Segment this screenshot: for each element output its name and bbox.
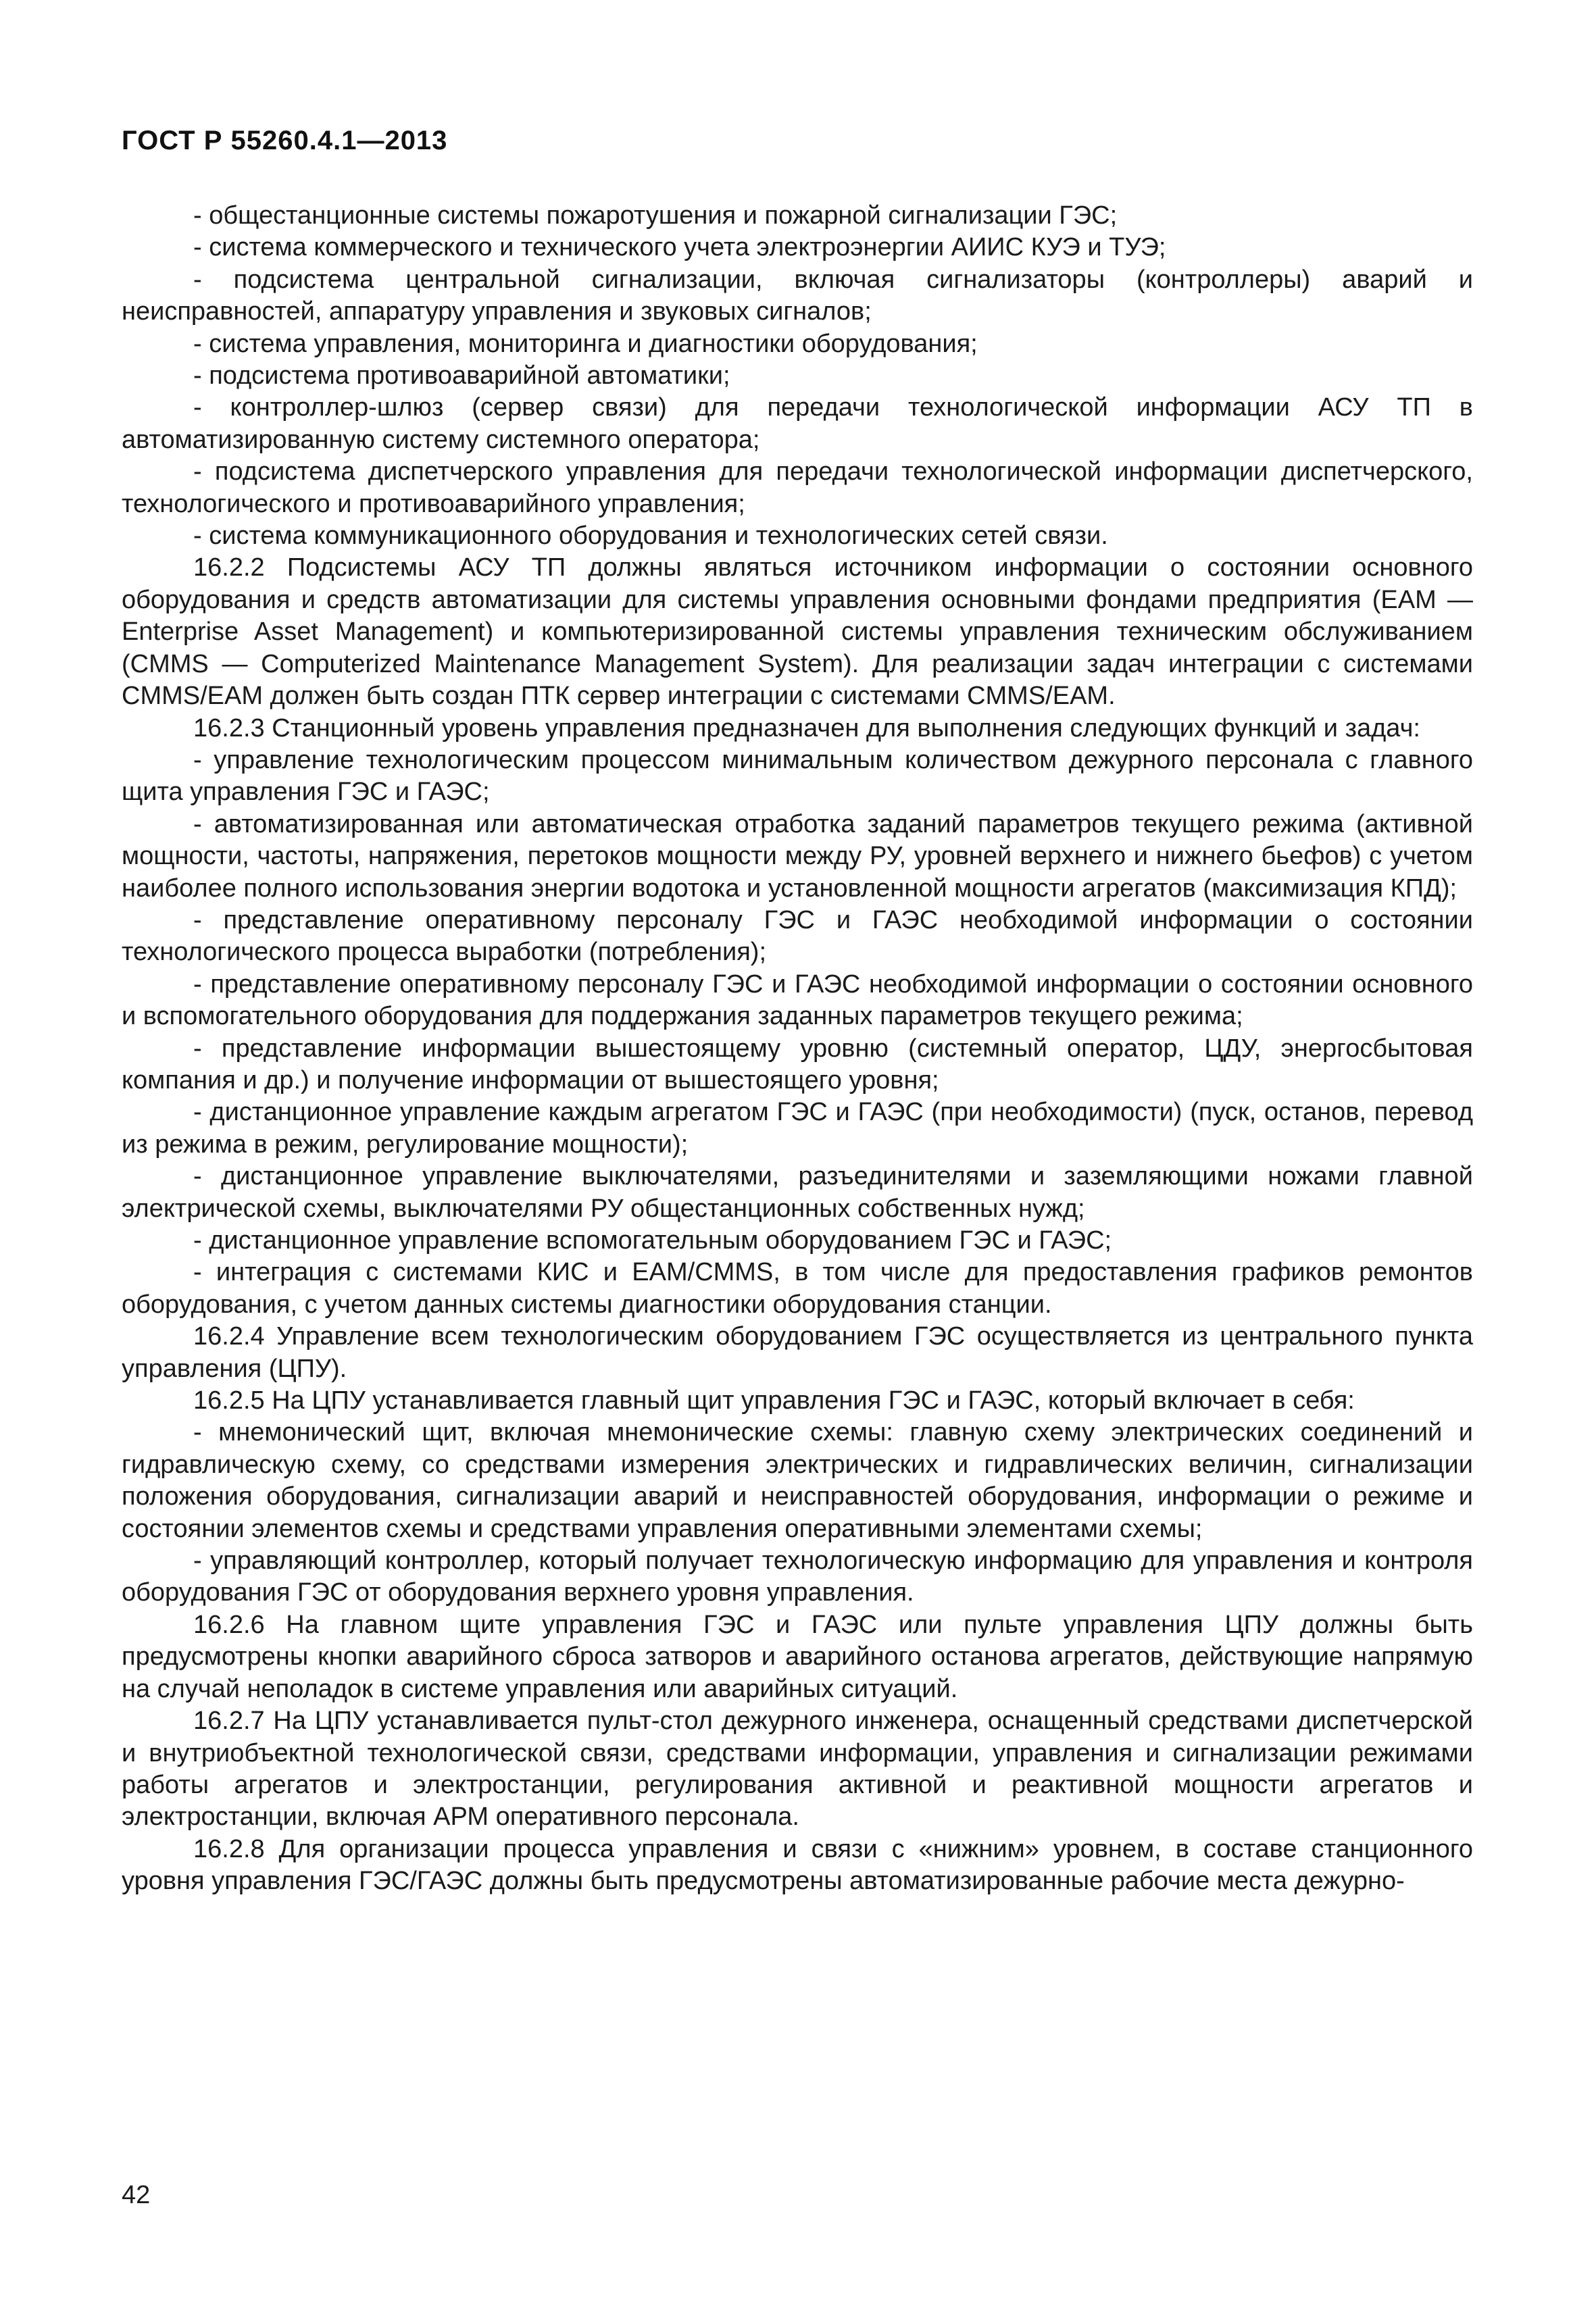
- document-header: ГОСТ Р 55260.4.1—2013: [122, 126, 448, 155]
- paragraph: - подсистема противоаварийной автоматики;: [193, 361, 730, 391]
- paragraph: - представление информации вышестоящему уровню (системный оператор, ЦДУ, энергосбытовая компания и др.) и получение информации от вышестоящего уровня;: [122, 1034, 1473, 1095]
- paragraph: - система коммуникационного оборудования и технологических сетей связи.: [193, 522, 1108, 551]
- paragraph: - подсистема центральной сигнализации, включая сигнализаторы (контроллеры) аварий и неисправностей, аппаратуру управления и звуковых сигналов;: [122, 265, 1473, 326]
- paragraph: - управляющий контроллер, который получает технологическую информацию для управления и контроля оборудования ГЭС от оборудования верхнего уровня управления.: [122, 1546, 1473, 1607]
- paragraph: - дистанционное управление каждым агрегатом ГЭС и ГАЭС (при необходимости) (пуск, останов, перевод из режима в режим, регулирование мощности);: [122, 1098, 1473, 1159]
- paragraph: 16.2.6 На главном щите управления ГЭС и ГАЭС или пульте управления ЦПУ должны быть предусмотрены кнопки аварийного сброса затворов и аварийного останова агрегатов, действующие напрямую на случай неполадок в системе управления или аварийных ситуаций.: [122, 1610, 1473, 1703]
- paragraph: 16.2.2 Подсистемы АСУ ТП должны являться источником информации о состоянии основного оборудования и средств автоматизации для системы управления основными фондами предприятия (ЕАМ — Enterprise Asset Management) и компьютеризированной системы управления техническим обслуживанием (CMMS — Computerized Maintenance Management System). Для реализации задач интеграции с системами CMMS/EAM должен быть создан ПТК сервер интеграции с системами CMMS/EAM.: [122, 553, 1473, 711]
- paragraph: 16.2.8 Для организации процесса управления и связи с «нижним» уровнем, в составе станционного уровня управления ГЭС/ГАЭС должны быть предусмотрены автоматизированные рабочие места дежурно-: [122, 1834, 1473, 1896]
- paragraph: - представление оперативному персоналу ГЭС и ГАЭС необходимой информации о состоянии основного и вспомогательного оборудования для поддержания заданных параметров текущего режима;: [122, 970, 1473, 1031]
- paragraph: 16.2.7 На ЦПУ устанавливается пульт-стол дежурного инженера, оснащенный средствами диспетчерской и внутриобъектной технологической связи, средствами информации, управления и сигнализации режимами работы агрегатов и электростанции, регулирования активной и реактивной мощности агрегатов и электростанции, включая АРМ оперативного персонала.: [122, 1707, 1473, 1832]
- document-body: [122, 200, 1473, 1898]
- paragraph: 16.2.4 Управление всем технологическим оборудованием ГЭС осуществляется из центрального пункта управления (ЦПУ).: [122, 1322, 1473, 1383]
- paragraph: - мнемонический щит, включая мнемонические схемы: главную схему электрических соединений и гидравлическую схему, со средствами измерения электрических и гидравлических величин, сигнализации положения оборудования, сигнализации аварий и неисправностей оборудования, информации о режиме и состоянии элементов схемы и средствами управления оперативными элементами схемы;: [122, 1418, 1473, 1543]
- paragraph: - управление технологическим процессом минимальным количеством дежурного персонала с главного щита управления ГЭС и ГАЭС;: [122, 745, 1473, 807]
- paragraph: - контроллер-шлюз (сервер связи) для передачи технологической информации АСУ ТП в автоматизированную систему системного оператора;: [122, 393, 1473, 454]
- paragraph: 16.2.3 Станционный уровень управления предназначен для выполнения следующих функций и задач:: [193, 713, 1420, 743]
- paragraph: - автоматизированная или автоматическая отработка заданий параметров текущего режима (активной мощности, частоты, напряжения, перетоков мощности между РУ, уровней верхнего и нижнего бьефов) с учетом наиболее полного использования энергии водотока и установленной мощности агрегатов (максимизация КПД);: [122, 809, 1473, 903]
- paragraph: - дистанционное управление выключателями, разъединителями и заземляющими ножами главной электрической схемы, выключателями РУ общестанционных собственных нужд;: [122, 1162, 1473, 1223]
- paragraph: - система управления, мониторинга и диагностики оборудования;: [193, 329, 978, 358]
- paragraph: - подсистема диспетчерского управления для передачи технологической информации диспетчерского, технологического и противоаварийного управления;: [122, 457, 1473, 518]
- paragraph: - представление оперативному персоналу ГЭС и ГАЭС необходимой информации о состоянии технологического процесса выработки (потребления);: [122, 905, 1473, 967]
- paragraph: 16.2.5 На ЦПУ устанавливается главный щит управления ГЭС и ГАЭС, который включает в себя:: [193, 1386, 1355, 1415]
- paragraph: - интеграция с системами КИС и EAM/CMMS, в том числе для предоставления графиков ремонтов оборудования, с учетом данных системы диагностики оборудования станции.: [122, 1258, 1473, 1319]
- paragraph: - дистанционное управление вспомогательным оборудованием ГЭС и ГАЭС;: [193, 1226, 1112, 1255]
- paragraph: - система коммерческого и технического учета электроэнергии АИИС КУЭ и ТУЭ;: [193, 233, 1166, 262]
- paragraph: - общестанционные системы пожаротушения и пожарной сигнализации ГЭС;: [193, 201, 1118, 230]
- page-number: 42: [122, 2181, 151, 2209]
